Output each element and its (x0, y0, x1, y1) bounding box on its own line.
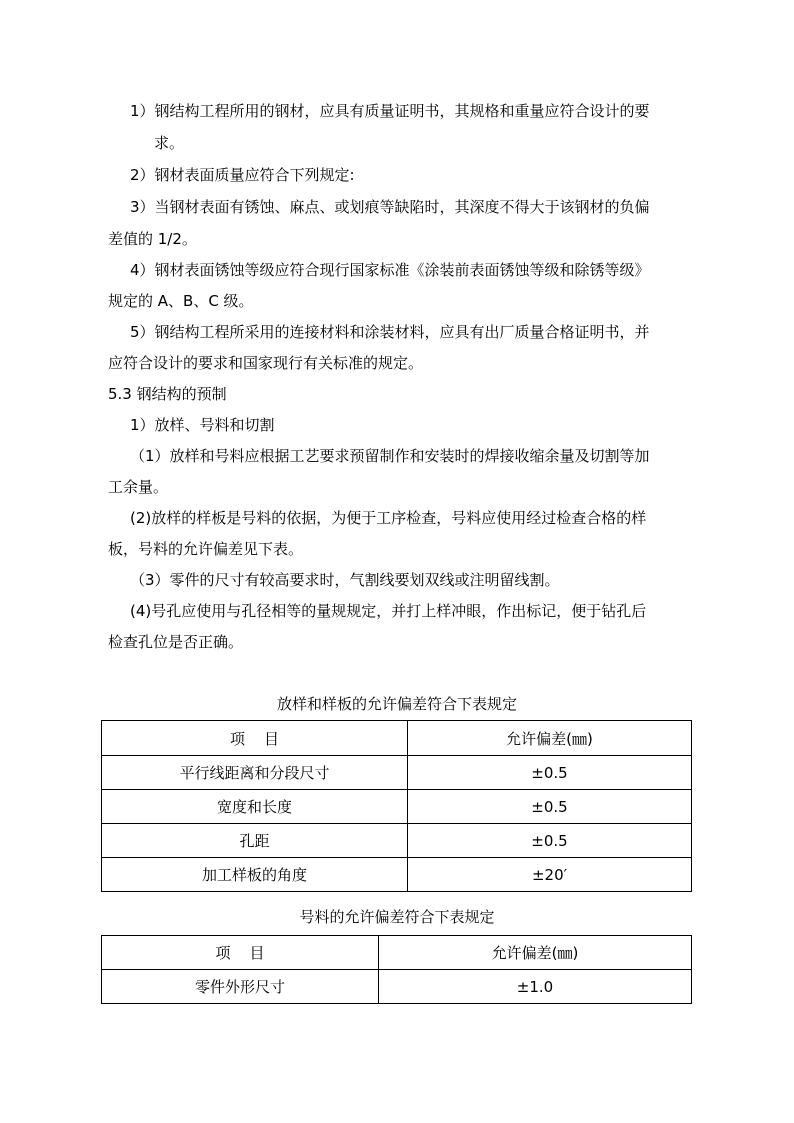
paragraph-2: 2）钢材表面质量应符合下列规定: (130, 166, 355, 184)
table-1-caption: 放样和样板的允许偏差符合下表规定 (276, 695, 517, 713)
table-1 (101, 720, 692, 892)
item-1: （1）放样和号料应根据工艺要求预留制作和安装时的焊接收缩余量及切割等加 (130, 447, 650, 465)
cell-tolerance: ±1.0 (379, 970, 692, 1004)
cell-item: 平行线距离和分段尺寸 (102, 756, 408, 790)
item-4-cont: 检查孔位是否正确。 (108, 633, 244, 651)
cell-tolerance: ±20′ (408, 858, 692, 892)
paragraph-5-cont: 应符合设计的要求和国家现行有关标准的规定。 (108, 354, 424, 372)
paragraph-5: 5）钢结构工程所采用的连接材料和涂装材料，应具有出厂质量合格证明书，并 (130, 323, 650, 341)
table-row (102, 756, 692, 790)
table-row (102, 970, 692, 1004)
item-2: (2)放样的样板是号料的依据，为便于工序检查，号料应使用经过检查合格的样 (130, 509, 647, 527)
cell-item: 加工样板的角度 (102, 858, 408, 892)
paragraph-3-cont: 差值的 1/2。 (108, 230, 197, 248)
cell-item: 宽度和长度 (102, 790, 408, 824)
subsection-heading: 1）放样、号料和切割 (130, 416, 275, 434)
item-4: (4)号孔应使用与孔径相等的量规规定，并打上样冲眼，作出标记，便于钻孔后 (130, 602, 647, 620)
cell-item: 孔距 (102, 824, 408, 858)
table-row (102, 824, 692, 858)
cell-item: 零件外形尺寸 (102, 970, 379, 1004)
paragraph-3: 3）当钢材表面有锈蚀、麻点、或划痕等缺陷时，其深度不得大于该钢材的负偏 (130, 198, 650, 216)
table-header-row (102, 936, 692, 970)
header-cell-item: 项 目 (102, 721, 408, 756)
paragraph-4-cont: 规定的 A、B、C 级。 (108, 292, 254, 310)
header-cell-item: 项 目 (102, 936, 379, 970)
section-heading: 5.3 钢结构的预制 (108, 385, 227, 403)
table-2 (101, 935, 692, 1004)
cell-tolerance: ±0.5 (408, 790, 692, 824)
table-row (102, 858, 692, 892)
header-cell-tolerance: 允许偏差(㎜) (379, 936, 692, 970)
paragraph-1: 1）钢结构工程所用的钢材，应具有质量证明书，其规格和重量应符合设计的要 (130, 102, 650, 120)
table-header-row (102, 721, 692, 756)
table-row (102, 790, 692, 824)
cell-tolerance: ±0.5 (408, 756, 692, 790)
cell-tolerance: ±0.5 (408, 824, 692, 858)
header-cell-tolerance: 允许偏差(㎜) (408, 721, 692, 756)
paragraph-4: 4）钢材表面锈蚀等级应符合现行国家标准《涂装前表面锈蚀等级和除锈等级》 (130, 261, 650, 279)
item-1-cont: 工余量。 (108, 478, 169, 496)
item-3: （3）零件的尺寸有较高要求时，气割线要划双线或注明留线割。 (130, 571, 560, 589)
table-2-caption: 号料的允许偏差符合下表规定 (299, 908, 495, 926)
item-2-cont: 板，号料的允许偏差见下表。 (108, 540, 304, 558)
paragraph-1-cont: 求。 (154, 134, 185, 152)
